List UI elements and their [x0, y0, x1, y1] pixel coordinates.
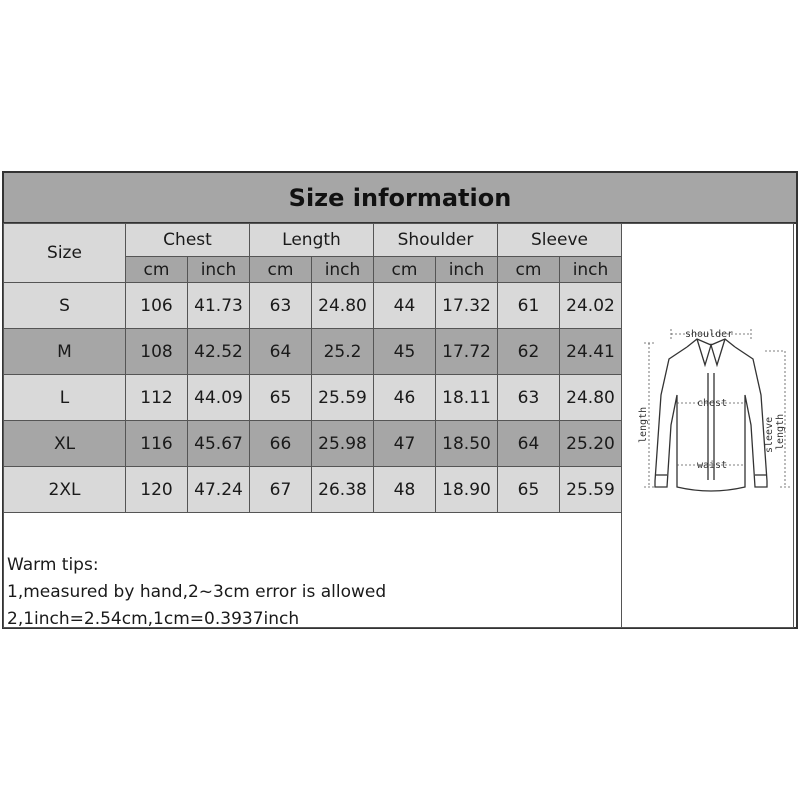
unit-header: cm [498, 257, 560, 283]
table-cell: 42.52 [188, 329, 250, 375]
tips-heading: Warm tips: [7, 555, 99, 575]
shoulder-header: Shoulder [374, 224, 498, 257]
table-cell: 65 [498, 467, 560, 513]
table-cell: 25.98 [312, 421, 374, 467]
unit-header: inch [560, 257, 622, 283]
table-cell: 24.80 [312, 283, 374, 329]
unit-header: cm [126, 257, 188, 283]
table-cell: 25.59 [560, 467, 622, 513]
length-header: Length [250, 224, 374, 257]
table-cell: 66 [250, 421, 312, 467]
tips-line: 1,measured by hand,2~3cm error is allowed [7, 582, 387, 602]
shoulder-label: shoulder [685, 329, 734, 340]
table-cell: 120 [126, 467, 188, 513]
table-cell: 65 [250, 375, 312, 421]
table-cell: 44 [374, 283, 436, 329]
shirt-icon [625, 225, 796, 628]
table-cell: 108 [126, 329, 188, 375]
sleeve-label: sleeve [764, 416, 775, 453]
table-cell: 47 [374, 421, 436, 467]
table-cell: 24.02 [560, 283, 622, 329]
size-label: 2XL [4, 467, 126, 513]
table-cell: 45.67 [188, 421, 250, 467]
table-cell: 24.41 [560, 329, 622, 375]
chest-label: chest [697, 398, 728, 409]
unit-header: inch [436, 257, 498, 283]
table-cell: 48 [374, 467, 436, 513]
table-cell: 47.24 [188, 467, 250, 513]
table-cell: 112 [126, 375, 188, 421]
table-cell: 45 [374, 329, 436, 375]
unit-header: cm [374, 257, 436, 283]
table-cell: 26.38 [312, 467, 374, 513]
unit-header: cm [250, 257, 312, 283]
table-cell: 25.59 [312, 375, 374, 421]
table-cell: 63 [498, 375, 560, 421]
table-cell: 24.80 [560, 375, 622, 421]
table-cell: 25.2 [312, 329, 374, 375]
table-cell: 18.90 [436, 467, 498, 513]
size-label: XL [4, 421, 126, 467]
table-cell: 44.09 [188, 375, 250, 421]
size-label: M [4, 329, 126, 375]
table-cell: 17.32 [436, 283, 498, 329]
waist-label: waist [697, 460, 728, 471]
table-cell: 67 [250, 467, 312, 513]
table-cell: 106 [126, 283, 188, 329]
sleeve-header: Sleeve [498, 224, 622, 257]
body-length-label: length [638, 406, 649, 443]
sleeve-length-label: length [775, 413, 786, 450]
chest-header: Chest [126, 224, 250, 257]
table-cell: 61 [498, 283, 560, 329]
size-column-header: Size [4, 224, 126, 283]
shirt-measurement-diagram [625, 225, 796, 628]
table-cell: 25.20 [560, 421, 622, 467]
chart-title: Size information [2, 171, 798, 224]
table-cell: 41.73 [188, 283, 250, 329]
warm-tips [7, 552, 386, 633]
table-cell: 18.11 [436, 375, 498, 421]
tips-line: 2,1inch=2.54cm,1cm=0.3937inch [7, 609, 300, 629]
table-cell: 62 [498, 329, 560, 375]
table-cell: 64 [250, 329, 312, 375]
size-label: L [4, 375, 126, 421]
table-cell: 17.72 [436, 329, 498, 375]
table-cell: 18.50 [436, 421, 498, 467]
table-cell: 46 [374, 375, 436, 421]
table-cell: 63 [250, 283, 312, 329]
unit-header: inch [312, 257, 374, 283]
size-label: S [4, 283, 126, 329]
table-cell: 64 [498, 421, 560, 467]
unit-header: inch [188, 257, 250, 283]
table-cell: 116 [126, 421, 188, 467]
